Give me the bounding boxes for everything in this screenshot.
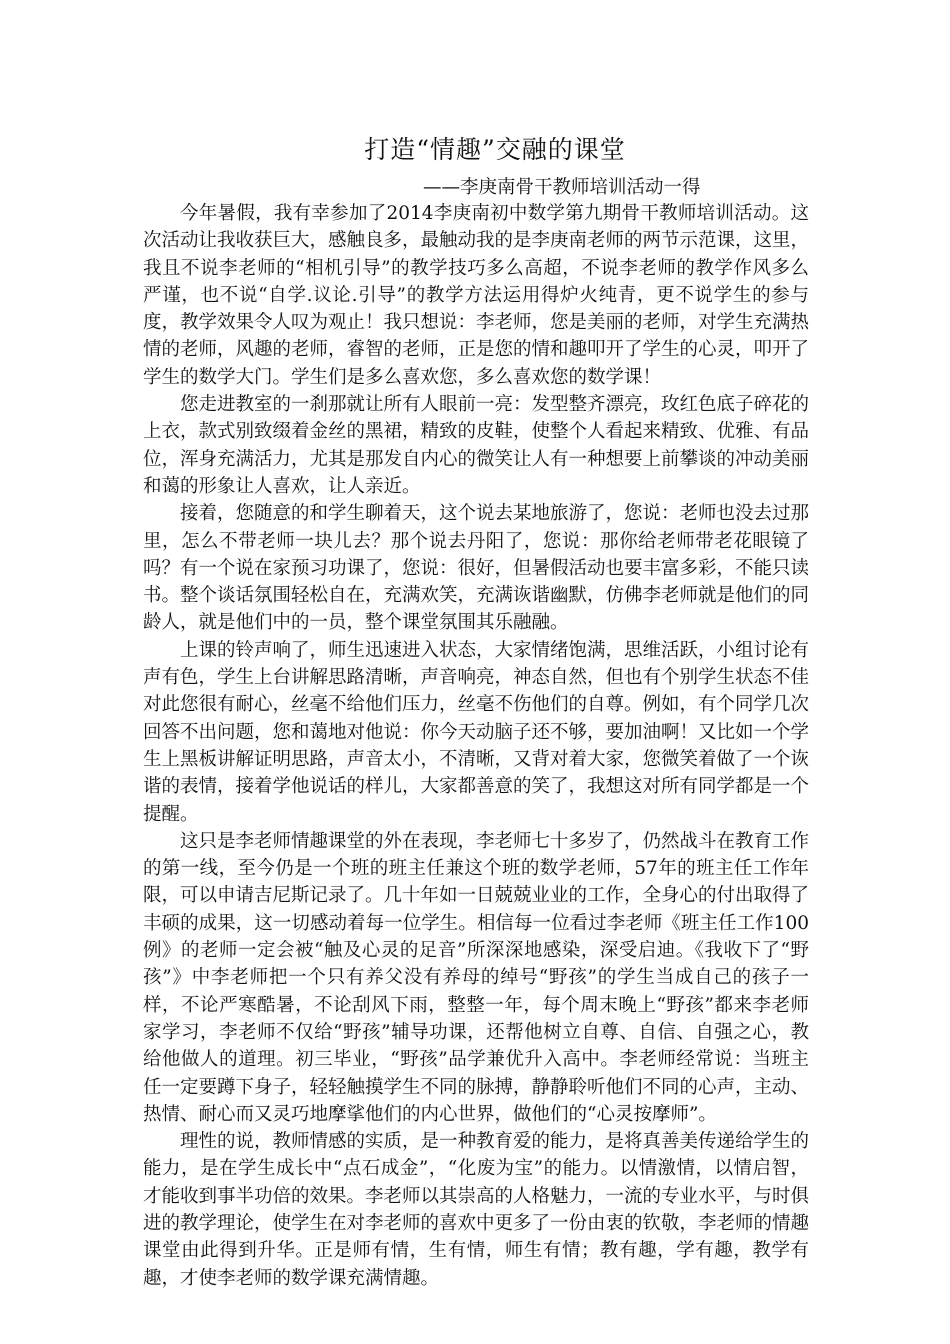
- paragraph: 理性的说，教师情感的实质，是一种教育爱的能力，是将真善美传递给学生的能力，是在学生成长中“点石成金”，“化废为宝”的能力。以情激情，以情启智，才能收到事半功倍的效果。李老师以其崇高的人格魅力，一流的专业水平，与时俱进的教学理论，使学生在对李老师的喜欢中更多了一份由衷的钦敬，李老师的情趣课堂由此得到升华。正是师有情，生有情，师生有情；教有趣，学有趣，教学有趣，才使李老师的数学课充满情趣。: [143, 1131, 810, 1289]
- paragraph: 这只是李老师情趣课堂的外在表现，李老师七十多岁了，仍然战斗在教育工作的第一线，至今仍是一个班的班主任兼这个班的数学老师，57年的班主任工作年限，可以申请吉尼斯记录了。几十年如一日兢兢业业的工作，全身心的付出取得了丰硕的成果，这一切感动着每一位学生。相信每一位看过李老师《班主任工作100例》的老师一定会被“触及心灵的足音”所深深地感染，深受启迪。《我收下了“野孩”》中李老师把一个只有养父没有养母的绰号“野孩”的学生当成自己的孩子一样，不论严寒酷暑，不论刮风下雨，整整一年，每个周末晚上“野孩”都来李老师家学习，李老师不仅给“野孩”辅导功课，还帮他树立自尊、自信、自强之心，教给他做人的道理。初三毕业，“野孩”品学兼优升入高中。李老师经常说：当班主任一定要蹲下身子，轻轻触摸学生不同的脉搏，静静聆听他们不同的心声，主动、热情、耐心而又灵巧地摩挲他们的内心世界，做他们的“心灵按摩师”。: [143, 830, 810, 1125]
- paragraph: 接着，您随意的和学生聊着天，这个说去某地旅游了，您说：老师也没去过那里，怎么不带老师一块儿去？那个说去丹阳了，您说：那你给老师带老花眼镜了吗？有一个说在家预习功课了，您说：很好，但暑假活动也要丰富多彩，不能只读书。整个谈话氛围轻松自在，充满欢笑，充满诙谐幽默，仿佛李老师就是他们的同龄人，就是他们中的一员，整个课堂氛围其乐融融。: [143, 503, 810, 634]
- document-subtitle: ——李庚南骨干教师培训活动一得: [423, 177, 701, 198]
- paragraph: 今年暑假，我有幸参加了2014李庚南初中数学第九期骨干教师培训活动。这次活动让我收获巨大，感触良多，最触动我的是李庚南老师的两节示范课，这里，我且不说李老师的“相机引导”的教学技巧多么高超，不说李老师的教学作风多么严谨，也不说“自学.议论.引导”的教学方法运用得炉火纯青，更不说学生的参与度，教学效果令人叹为观止！我只想说：李老师，您是美丽的老师，对学生充满热情的老师，风趣的老师，睿智的老师，正是您的情和趣叩开了学生的心灵，叩开了学生的数学大门。学生们是多么喜欢您，多么喜欢您的数学课！: [143, 203, 810, 388]
- paragraph: 您走进教室的一刹那就让所有人眼前一亮：发型整齐漂亮，玫红色底子碎花的上衣，款式别致缀着金丝的黑裙，精致的皮鞋，使整个人看起来精致、优雅、有品位，浑身充满活力，尤其是那发自内心的微笑让人有一种想要上前攀谈的冲动美丽和蔼的形象让人喜欢，让人亲近。: [143, 394, 810, 497]
- document-body: [143, 200, 809, 1292]
- paragraph: 上课的铃声响了，师生迅速进入状态，大家情绪饱满，思维活跃，小组讨论有声有色，学生上台讲解思路清晰，声音响亮，神态自然，但也有个别学生状态不佳对此您很有耐心，丝毫不给他们压力，丝毫不伤他们的自尊。例如，有个同学几次回答不出问题，您和蔼地对他说：你今天动脑子还不够，要加油啊！又比如一个学生上黑板讲解证明思路，声音太小，不清晰，又背对着大家，您微笑着做了一个诙谐的表情，接着学他说话的样儿，大家都善意的笑了，我想这对所有同学都是一个提醒。: [143, 639, 810, 825]
- document-title: 打造“情趣”交融的课堂: [364, 135, 626, 164]
